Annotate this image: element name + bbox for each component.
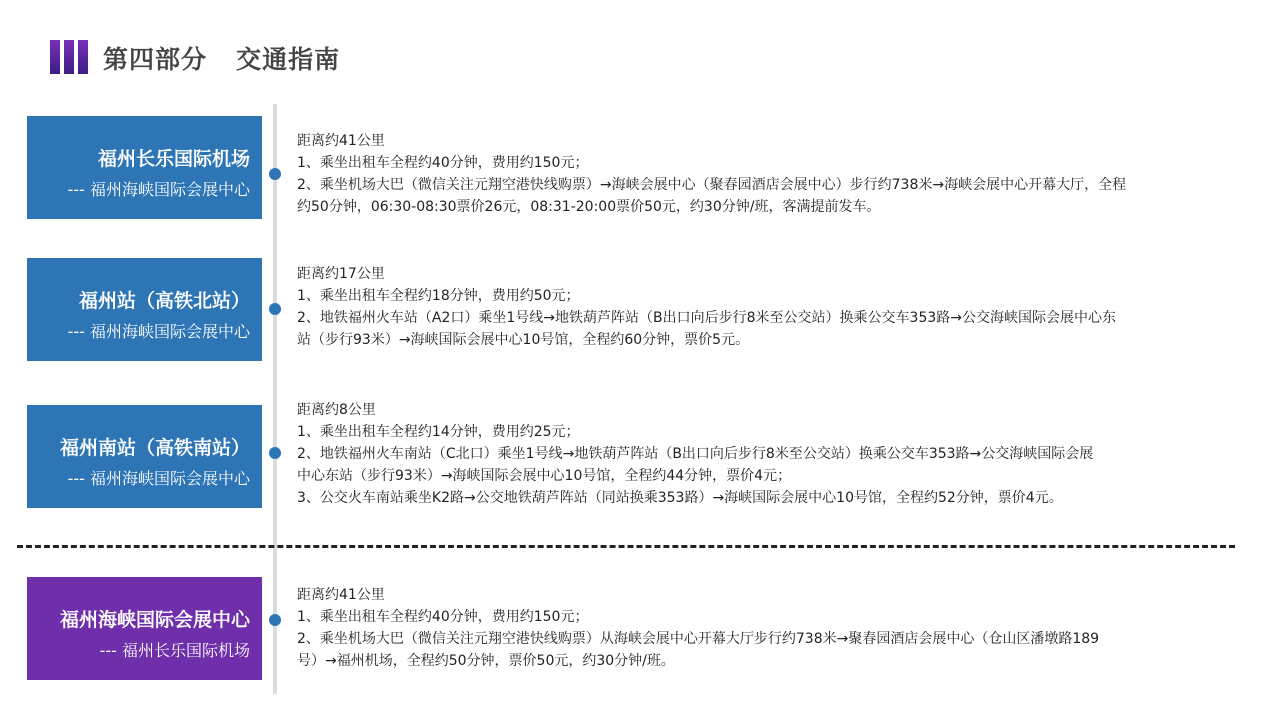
route-detail	[297, 399, 1093, 509]
timeline-dot-1	[269, 168, 281, 180]
detail-line: 约50分钟，06:30-08:30票价26元，08:31-20:00票价50元，约30分钟/班，客满提前发车。	[297, 199, 881, 215]
detail-line: 距离约8公里	[297, 402, 376, 418]
detail-line: 2、地铁福州火车站（A2口）乘坐1号线→地铁葫芦阵站（B出口向后步行8米至公交站）换乘公交车353路→公交海峡国际会展中心东	[297, 310, 1116, 326]
route-card-north-station	[27, 258, 262, 361]
detail-line: 距离约17公里	[297, 266, 385, 282]
detail-line: 3、公交火车南站乘坐K2路→公交地铁葫芦阵站（同站换乘353路）→海峡国际会展中心10号馆，全程约52分钟，票价4元。	[297, 490, 1063, 506]
detail-line: 1、乘坐出租车全程约18分钟，费用约50元；	[297, 288, 580, 304]
title-bars-icon	[50, 40, 90, 74]
timeline-line	[273, 104, 277, 694]
route-destination: --- 福州海峡国际会展中心	[67, 180, 250, 199]
detail-line: 1、乘坐出租车全程约40分钟，费用约150元；	[297, 609, 589, 625]
section-divider	[17, 545, 1235, 548]
timeline-dot-3	[269, 447, 281, 459]
detail-line: 距离约41公里	[297, 587, 385, 603]
detail-line: 距离约41公里	[297, 133, 385, 149]
detail-line: 2、乘坐机场大巴（微信关注元翔空港快线购票）→海峡会展中心（聚春园酒店会展中心）步行约738米→海峡会展中心开幕大厅，全程	[297, 177, 1127, 193]
route-destination: --- 福州海峡国际会展中心	[67, 469, 250, 488]
detail-line: 1、乘坐出租车全程约14分钟，费用约25元；	[297, 424, 580, 440]
timeline-dot-2	[269, 303, 281, 315]
detail-line: 中心东站（步行93米）→海峡国际会展中心10号馆，全程约44分钟，票价4元；	[297, 468, 792, 484]
route-destination: --- 福州长乐国际机场	[99, 641, 250, 660]
detail-line: 1、乘坐出租车全程约40分钟，费用约150元；	[297, 155, 589, 171]
detail-line: 站（步行93米）→海峡国际会展中心10号馆，全程约60分钟，票价5元。	[297, 332, 750, 348]
route-card-airport	[27, 116, 262, 219]
page-title: 第四部分 交通指南	[103, 45, 341, 74]
timeline-dot-4	[269, 614, 281, 626]
route-card-south-station	[27, 405, 262, 508]
route-card-return	[27, 577, 262, 680]
route-origin: 福州长乐国际机场	[97, 148, 250, 170]
detail-line: 2、地铁福州火车南站（C北口）乘坐1号线→地铁葫芦阵站（B出口向后步行8米至公交站）换乘公交车353路→公交海峡国际会展	[297, 446, 1094, 462]
route-origin: 福州站（高铁北站）	[78, 290, 250, 312]
route-origin: 福州南站（高铁南站）	[59, 437, 250, 459]
detail-line: 2、乘坐机场大巴（微信关注元翔空港快线购票）从海峡会展中心开幕大厅步行约738米→聚春园酒店会展中心（仓山区潘墩路189	[297, 631, 1100, 647]
route-origin: 福州海峡国际会展中心	[59, 609, 250, 631]
route-detail	[297, 130, 1126, 218]
route-destination: --- 福州海峡国际会展中心	[67, 322, 250, 341]
route-detail	[297, 263, 1116, 351]
detail-line: 号）→福州机场，全程约50分钟，票价50元，约30分钟/班。	[297, 653, 675, 669]
route-detail	[297, 584, 1099, 672]
